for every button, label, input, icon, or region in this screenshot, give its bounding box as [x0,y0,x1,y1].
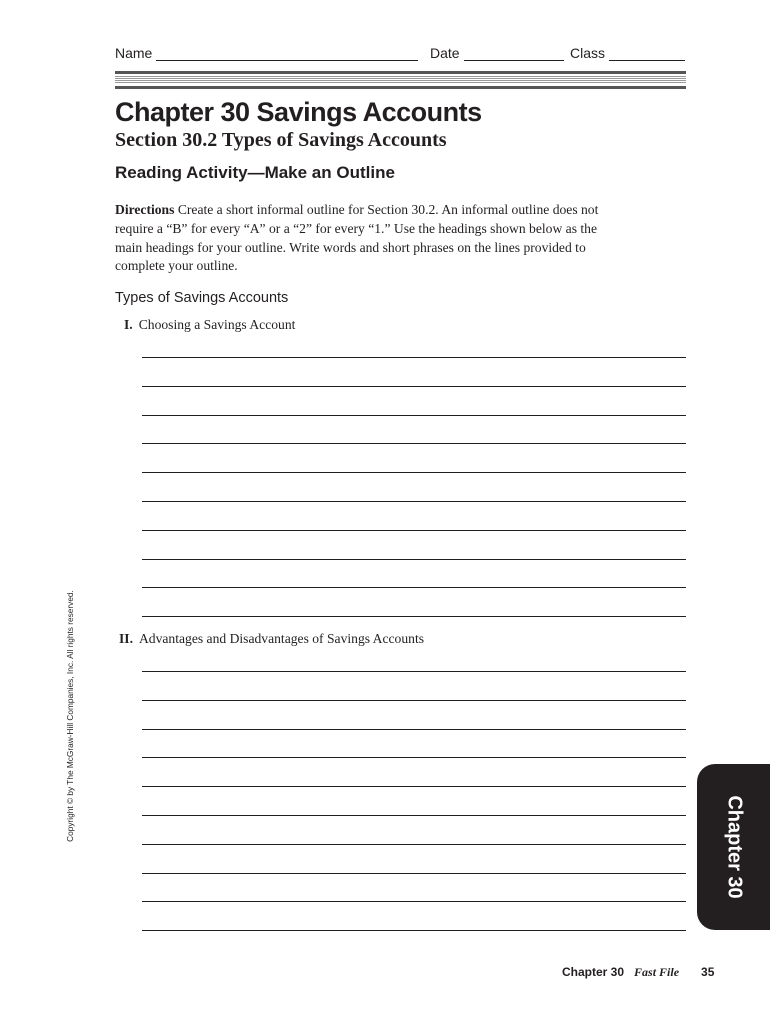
answer-line[interactable] [142,700,686,701]
outline-label: Choosing a Savings Account [138,317,296,332]
directions-label: Directions [115,202,175,217]
answer-line[interactable] [142,844,686,845]
section-title: Section 30.2 Types of Savings Accounts [115,129,447,151]
class-field[interactable] [570,45,685,61]
answer-line[interactable] [142,415,686,416]
answer-line[interactable] [142,671,686,672]
answer-line[interactable] [142,786,686,787]
answer-line[interactable] [142,873,686,874]
chapter-tab [697,764,770,930]
answer-line[interactable] [142,616,686,617]
footer-book: Fast File [634,965,680,979]
class-line[interactable] [609,48,685,61]
name-field[interactable] [115,45,418,61]
answer-line[interactable] [142,559,686,560]
answer-line[interactable] [142,443,686,444]
outline-label: Advantages and Disadvantages of Savings Accounts [138,631,425,646]
activity-title: Reading Activity—Make an Outline [115,163,395,182]
answer-line[interactable] [142,501,686,502]
answer-line[interactable] [142,815,686,816]
header-rule [115,71,686,89]
directions-text: Create a short informal outline for Section 30.2. An informal outline does not require a “B” for every “A” or a “2” for every “1.” Use the headings shown below as the main headings for your outline. Write words and short phrases on the lines provided to complete your outline. [115,202,599,274]
answer-line[interactable] [142,357,686,358]
answer-line[interactable] [142,729,686,730]
outline-heading: Types of Savings Accounts [115,290,289,306]
answer-line[interactable] [142,757,686,758]
outline-numeral: II. [119,631,133,646]
answer-line[interactable] [142,930,686,931]
outline-item-1 [124,317,295,333]
name-line[interactable] [156,48,418,61]
outline-item-2 [119,631,424,647]
page-footer [562,965,714,980]
date-field[interactable] [430,45,564,61]
answer-line[interactable] [142,530,686,531]
copyright-notice: Copyright © by The McGraw-Hill Companies, Inc. All rights reserved. [65,590,75,842]
outline-numeral: I. [124,317,133,332]
directions-paragraph [115,201,615,276]
answer-line[interactable] [142,472,686,473]
answer-line[interactable] [142,901,686,902]
chapter-title: Chapter 30 Savings Accounts [115,97,482,127]
page-number: 35 [701,965,715,979]
answer-line[interactable] [142,587,686,588]
name-label: Name [115,45,153,61]
class-label: Class [570,45,606,61]
answer-line[interactable] [142,386,686,387]
date-line[interactable] [464,48,564,61]
footer-chapter: Chapter 30 [562,965,625,979]
date-label: Date [430,45,460,61]
chapter-tab-label: Chapter 30 [723,795,745,899]
